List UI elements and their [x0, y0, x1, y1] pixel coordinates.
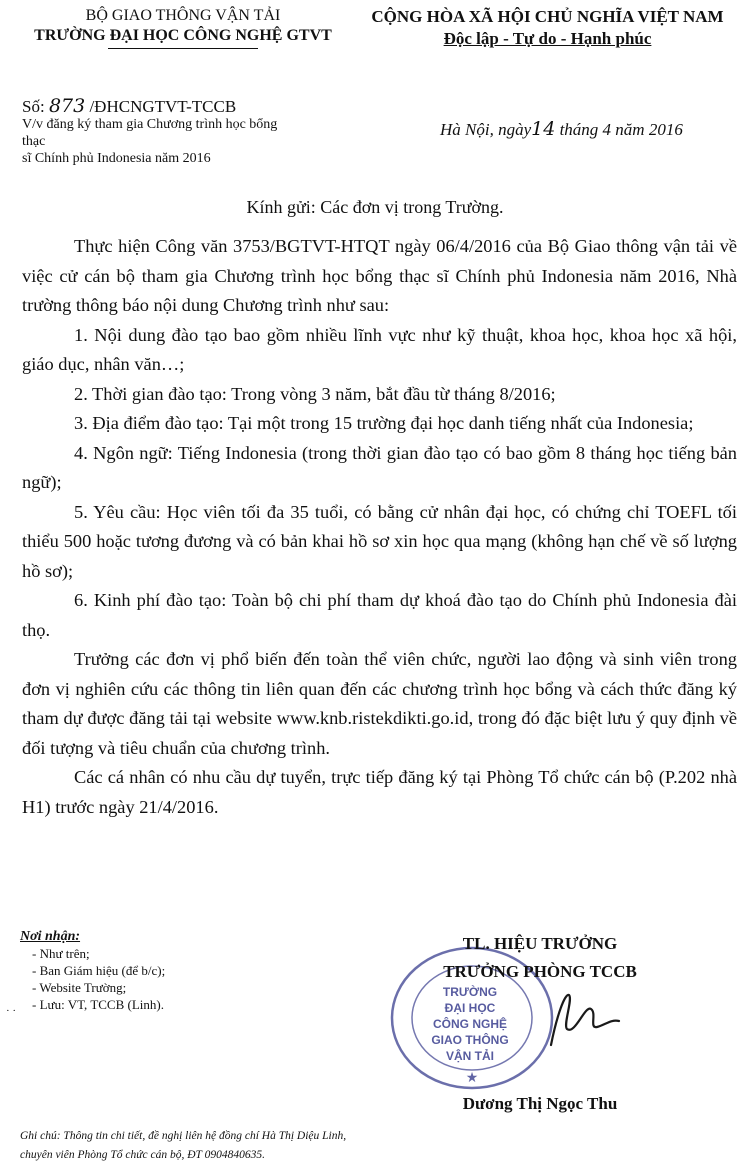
signature-title-line-1: TL. HIỆU TRƯỞNG — [462, 934, 618, 953]
subject-line-2: sĩ Chính phủ Indonesia năm 2016 — [22, 151, 211, 166]
number-suffix: /ĐHCNGTVT-TCCB — [89, 97, 237, 116]
recipient-item: - Như trên; — [32, 946, 90, 961]
signature-title — [400, 930, 680, 986]
header-left-rule — [108, 48, 258, 49]
body-paragraph: 1. Nội dung đào tạo bao gồm nhiều lĩnh vực như kỹ thuật, khoa học, khoa học xã hội, giáo dục, nhân văn…; — [22, 324, 737, 374]
body-paragraph: Các cá nhân có nhu cầu dự tuyển, trực tiếp đăng ký tại Phòng Tổ chức cán bộ (P.202 nhà H1) trước ngày 21/4/2016. — [22, 767, 737, 817]
place-date-suffix: tháng 4 năm 2016 — [559, 120, 683, 139]
recipients — [20, 928, 165, 1013]
footnote — [20, 1127, 346, 1165]
number-handwritten: 873 — [48, 95, 86, 117]
svg-text:★: ★ — [465, 1071, 479, 1086]
body-paragraph: Trưởng các đơn vị phổ biến đến toàn thể viên chức, người lao động và sinh viên trong đơn vị nghiên cứu các thông tin liên quan đến các chương trình học bổng và cách thức đăng ký tham dự được đăng tải tại website www.knb.ristekdikti.go.id, trong đó đặc biệt lưu ý quy định về đối tượng và tiêu chuẩn của chương trình. — [22, 649, 737, 758]
seal-text — [420, 984, 520, 1064]
seal-line: TRƯỜNG — [442, 985, 498, 999]
scan-specks: · · — [6, 1005, 17, 1017]
body-paragraph: Thực hiện Công văn 3753/BGTVT-HTQT ngày 06/4/2016 của Bộ Giao thông vận tải về việc cử cán bộ tham gia Chương trình học bổng thạc sĩ Chính phủ Indonesia năm 2016, Nhà trường thông báo nội dung Chương trình như sau: — [22, 236, 737, 315]
footnote-line-2: chuyên viên Phòng Tổ chức cán bộ, ĐT 0904840635. — [20, 1149, 265, 1161]
signature-title-line-2: TRƯỞNG PHÒNG TCCB — [443, 962, 637, 981]
document-body — [22, 232, 737, 822]
body-paragraph: 5. Yêu cầu: Học viên tối đa 35 tuổi, có bằng cử nhân đại học, có chứng chỉ TOEFL tối thiểu 500 hoặc tương đương và có bản khai hồ sơ xin học qua mạng (không hạn chế về số lượng hồ sơ); — [22, 501, 737, 581]
national-motto: Độc lập - Tự do - Hạnh phúc — [443, 29, 652, 48]
recipient-item: - Website Trường; — [32, 980, 127, 995]
recipients-title: Nơi nhận: — [20, 929, 81, 944]
signer-name: Dương Thị Ngọc Thu — [462, 1094, 618, 1113]
school-name-text: TRƯỜNG ĐẠI HỌC CÔNG NGHỆ GTVT — [34, 27, 332, 44]
document-subject — [22, 116, 292, 167]
place-date — [440, 118, 683, 140]
recipient-item: - Lưu: VT, TCCB (Linh). — [32, 997, 164, 1012]
recipient-item: - Ban Giám hiệu (để b/c); — [32, 963, 166, 978]
school-name — [18, 26, 348, 46]
issuer-header — [18, 6, 348, 49]
subject-line-1: V/v đăng ký tham gia Chương trình học bổng thạc — [22, 117, 278, 149]
body-paragraph: 2. Thời gian đào tạo: Trong vòng 3 năm, bắt đầu từ tháng 8/2016; — [74, 383, 556, 404]
national-header — [350, 6, 745, 50]
body-paragraph: 3. Địa điểm đào tạo: Tại một trong 15 trường đại học danh tiếng nhất của Indonesia; — [74, 413, 694, 433]
number-prefix: Số: — [22, 97, 45, 116]
document-number — [22, 95, 236, 117]
seal-line: CÔNG NGHỆ — [432, 1017, 507, 1031]
seal-line: GIAO THÔNG — [431, 1033, 509, 1047]
footnote-line-1: Ghi chú: Thông tin chi tiết, đề nghị liên hệ đồng chí Hà Thị Diệu Linh, — [20, 1130, 347, 1142]
place-date-prefix: Hà Nội, ngày — [440, 120, 532, 139]
seal-line: ĐẠI HỌC — [444, 1001, 496, 1015]
handwritten-signature-icon — [545, 985, 625, 1055]
body-paragraph: 4. Ngôn ngữ: Tiếng Indonesia (trong thời gian đào tạo có bao gồm 8 tháng học tiếng bản ngữ); — [22, 442, 737, 492]
nation-name: CỘNG HÒA XÃ HỘI CHỦ NGHĨA VIỆT NAM — [371, 7, 724, 26]
ministry-name: BỘ GIAO THÔNG VẬN TẢI — [85, 7, 281, 24]
addressee: Kính gửi: Các đơn vị trong Trường. — [246, 197, 504, 217]
place-date-day: 14 — [531, 118, 556, 140]
seal-line: VẬN TẢI — [446, 1049, 494, 1063]
body-paragraph: 6. Kinh phí đào tạo: Toàn bộ chi phí tham dự khoá đào tạo do Chính phủ Indonesia đài thọ. — [22, 590, 737, 640]
